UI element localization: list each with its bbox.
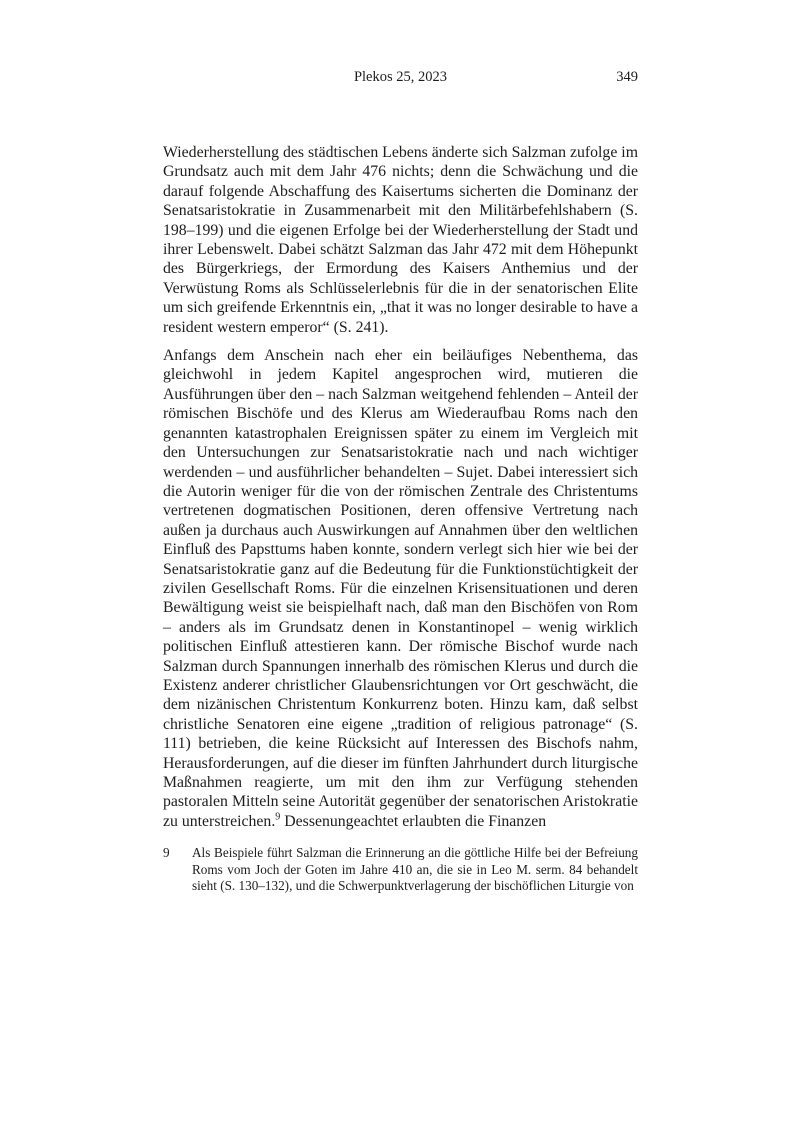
paragraph-2-continuation: Dessenungeachtet erlaubten die Finanzen (280, 812, 547, 830)
paragraph-2-text: Anfangs dem Anschein nach eher ein beiläufiges Nebenthema, das gleichwohl in jedem Kapitel angesprochen wird, mutieren die Ausführungen über den – nach Salzman weitgehend fehlenden – Anteil der römischen Bischöfe und des Klerus am Wiederaufbau Roms nach den genannten katastrophalen Ereignissen später zu einem im Vergleich mit den Untersuchungen zur Senatsaristokratie nach und nach wichtiger werdenden – und ausführlicher behandelten – Sujet. Dabei interessiert sich die Autorin weniger für die von der römischen Zentrale des Christentums vertretenen dogmatischen Positionen, deren offensive Vertretung nach außen ja durchaus auch Auswirkungen auf Annahmen über den weltlichen Einfluß des Papsttums haben konnte, sondern verlegt sich hier wie bei der Senatsaristokratie ganz auf die Bedeutung für die Funktionstüchtigkeit der zivilen Gesellschaft Roms. Für die einzelnen Krisensituationen und deren Bewältigung weist sie beispielhaft nach, daß man den Bischöfen von Rom – anders als im Grundsatz denen in Konstantinopel – wenig wirklich politischen Einfluß attestieren kann. Der römische Bischof wurde nach Salzman durch Spannungen innerhalb des römischen Klerus und durch die Existenz anderer christlicher Glaubensrichtungen vor Ort geschwächt, die dem nizänischen Christentum Konkurrenz boten. Hinzu kam, daß selbst christliche Senatoren eine eigene „tradition of religious patronage“ (S. 111) betrieben, die keine Rücksicht auf Interessen des Bischofs nahm, Herausforderungen, auf die dieser im fünften Jahrhundert durch liturgische Maßnahmen reagierte, um mit den ihm zur Verfügung stehenden pastoralen Mitteln seine Autorität gegenüber der senatorischen Aristokratie zu unterstreichen. (163, 347, 638, 830)
page-header (163, 68, 638, 86)
footnote-item (163, 845, 638, 895)
page-number: 349 (616, 69, 638, 85)
body-paragraph-1: Wiederherstellung des städtischen Lebens änderte sich Salzman zufolge im Grundsatz auch mit dem Jahr 476 nichts; denn die Schwächung und die darauf folgende Abschaffung des Kaisertums sicherten die Dominanz der Senatsaristokratie in Zusammenarbeit mit den Militärbefehlshabern (S. 198–199) und die eigenen Erfolge bei der Wiederherstellung der Stadt und ihrer Lebenswelt. Dabei schätzt Salzman das Jahr 472 mit dem Höhepunkt des Bürgerkriegs, der Ermordung des Kaisers Anthemius und der Verwüstung Roms als Schlüsselerlebnis für die in der senatorischen Elite um sich greifende Erkenntnis ein, „that it was no longer desirable to have a resident western emperor“ (S. 241). (163, 144, 638, 336)
footnote-area (163, 845, 638, 895)
body-paragraph-2 (163, 346, 638, 831)
footnote-text: Als Beispiele führt Salzman die Erinnerung an die göttliche Hilfe bei der Befreiung Roms vom Joch der Goten im Jahre 410 an, die sie in Leo M. serm. 84 behandelt sieht (S. 130–132), und die Schwerpunktverlagerung der bischöflichen Liturgie von (192, 845, 638, 894)
journal-title: Plekos 25, 2023 (353, 69, 448, 85)
main-text-block (163, 143, 638, 831)
footnote-number: 9 (163, 845, 170, 860)
footnote-reference-marker: 9 (275, 811, 281, 823)
